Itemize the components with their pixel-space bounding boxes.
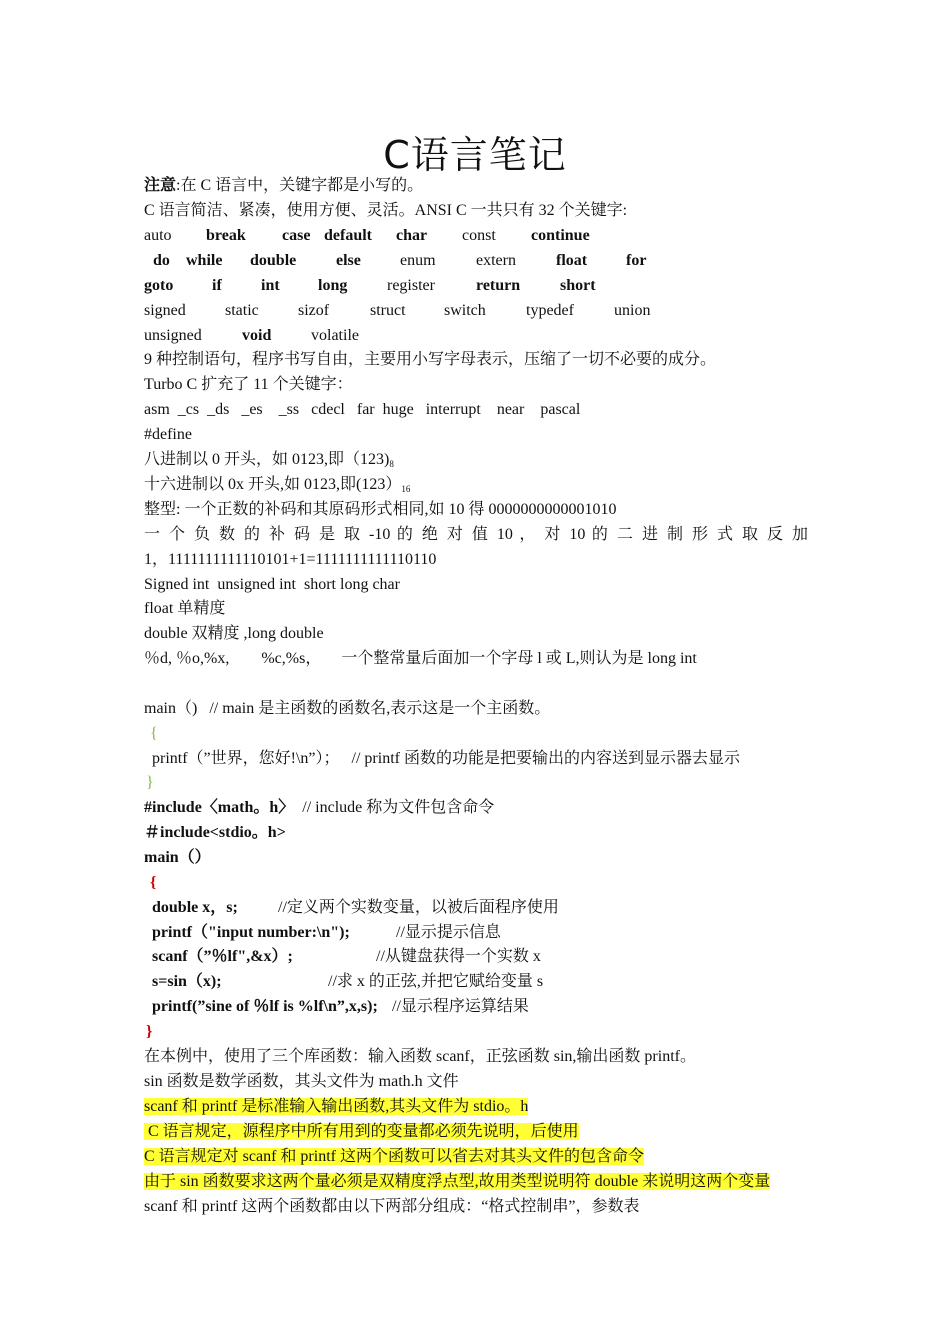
- keyword: static: [225, 302, 259, 319]
- keyword: return: [476, 277, 521, 294]
- keyword: sizof: [298, 302, 330, 319]
- keyword: auto: [144, 227, 172, 244]
- keyword: register: [387, 277, 435, 294]
- note-line: [144, 175, 423, 197]
- keyword: typedef: [526, 302, 574, 319]
- main2-line: main（）: [144, 849, 211, 866]
- code-comment: //定义两个实数变量，以被后面程序使用: [278, 899, 559, 916]
- note-label: 注意: [144, 177, 177, 194]
- keyword: switch: [444, 302, 486, 319]
- highlight-text: C 语言规定，源程序中所有用到的变量都必须先说明，后使用: [144, 1123, 579, 1140]
- include-math-code: #include〈math。h〉: [144, 799, 295, 816]
- octal-subscript: 8: [389, 459, 394, 469]
- keyword: if: [212, 277, 222, 294]
- include-stdio-line: ＃include<stdio。h>: [144, 824, 286, 841]
- code-comment: //求 x 的正弦,并把它赋给变量 s: [328, 973, 544, 990]
- int-negative-line-2: 1，1111111111110101+1=1111111111110110: [144, 551, 437, 568]
- int-positive-line: 整型: 一个正数的补码和其原码形式相同,如 10 得 0000000000001010: [144, 501, 617, 518]
- code-brace-close: }: [146, 1023, 153, 1040]
- control-line: 9 种控制语句，程序书写自由，主要用小写字母表示，压缩了一切不必要的成分。: [144, 351, 717, 368]
- keyword: for: [626, 252, 647, 269]
- code-line: s=sin（x);: [152, 973, 222, 990]
- keyword: unsigned: [144, 327, 202, 344]
- code-line: double x，s;: [152, 899, 238, 916]
- format-line: ％d, ％o,%x, %c,%s， 一个整常量后面加一个字母 l 或 L,则认为是 long int: [144, 650, 697, 667]
- main-line: main（) // main 是主函数的函数名,表示这是一个主函数。: [144, 700, 551, 717]
- keyword: default: [324, 227, 372, 244]
- printf-line: printf（”世界，您好!\n”）； // printf 函数的功能是把要输出的内容送到显示器去显示: [152, 750, 740, 767]
- octal-text: 八进制以 0 开头，如 0123,即（123): [144, 451, 390, 468]
- highlight-line-1: [144, 1096, 528, 1118]
- code-comment: //显示程序运算结果: [392, 998, 529, 1015]
- hex-subscript: 16: [401, 484, 411, 494]
- define-line: #define: [144, 426, 192, 443]
- turbo-keywords: asm _cs _ds _es _ss cdecl far huge interrupt near pascal: [144, 401, 581, 418]
- note-text: :在 C 语言中，关键字都是小写的。: [176, 177, 424, 194]
- keyword: const: [462, 227, 496, 244]
- page-title: C语言笔记: [383, 133, 567, 177]
- keyword: short: [560, 277, 596, 294]
- intro-line: C 语言简洁、紧凑，使用方便、灵活。ANSI C 一共只有 32 个关键字:: [144, 202, 628, 219]
- keyword: while: [186, 252, 223, 269]
- float-line: float 单精度: [144, 600, 226, 617]
- keyword: case: [282, 227, 311, 244]
- highlight-text: C 语言规定对 scanf 和 printf 这两个函数可以省去对其头文件的包含命令: [144, 1148, 644, 1165]
- brace-open: {: [150, 725, 158, 742]
- types-line: Signed int unsigned int short long char: [144, 576, 400, 593]
- keyword: union: [614, 302, 651, 319]
- code-comment: //显示提示信息: [396, 924, 501, 941]
- include-math-line: [144, 797, 494, 819]
- keyword: break: [206, 227, 246, 244]
- highlight-text: 由于 sin 函数要求这两个量必须是双精度浮点型,故用类型说明符 double 来说明这两个变量: [144, 1173, 771, 1190]
- keyword: float: [556, 252, 588, 269]
- keyword: char: [396, 227, 428, 244]
- hex-text: 十六进制以 0x 开头,如 0123,即(123）: [144, 476, 402, 493]
- keyword: extern: [476, 252, 516, 269]
- keyword: signed: [144, 302, 186, 319]
- keyword: struct: [370, 302, 406, 319]
- code-line: printf（"input number:\n");: [152, 924, 350, 941]
- keyword: continue: [531, 227, 590, 244]
- keyword: double: [250, 252, 297, 269]
- highlight-line-4: [144, 1171, 770, 1193]
- double-line: double 双精度 ,long double: [144, 625, 324, 642]
- code-line: scanf（”％lf",&x）;: [152, 948, 293, 965]
- turbo-line: Turbo C 扩充了 11 个关键字：: [144, 376, 353, 393]
- octal-line: [144, 449, 394, 475]
- keyword: enum: [400, 252, 436, 269]
- highlight-text: scanf 和 printf 是标准输入输出函数,其头文件为 stdio。h: [144, 1098, 529, 1115]
- keyword: do: [153, 252, 170, 269]
- keyword: else: [336, 252, 361, 269]
- keyword: void: [242, 327, 272, 344]
- code-brace-open: {: [150, 874, 157, 891]
- last-line: scanf 和 printf 这两个函数都由以下两部分组成：“格式控制串”，参数表: [144, 1198, 640, 1215]
- brace-close: }: [146, 774, 154, 791]
- keyword: goto: [144, 277, 174, 294]
- highlight-line-2: [144, 1121, 579, 1143]
- explain-line-2: sin 函数是数学函数，其头文件为 math.h 文件: [144, 1073, 459, 1090]
- explain-line-1: 在本例中，使用了三个库函数：输入函数 scanf，正弦函数 sin,输出函数 printf。: [144, 1048, 696, 1065]
- int-negative-line-1: 一 个 负 数 的 补 码 是 取 -10 的 绝 对 值 10 ， 对 10 的 二 进 制 形 式 取 反 加: [144, 526, 808, 543]
- keyword: volatile: [311, 327, 359, 344]
- include-math-comment: // include 称为文件包含命令: [294, 799, 495, 816]
- keyword: int: [261, 277, 280, 294]
- hex-line: [144, 474, 410, 500]
- keyword: long: [318, 277, 348, 294]
- highlight-line-3: [144, 1146, 644, 1168]
- code-line: printf(”sine of ％lf is %lf\n”,x,s);: [152, 998, 378, 1015]
- code-comment: //从键盘获得一个实数 x: [376, 948, 541, 965]
